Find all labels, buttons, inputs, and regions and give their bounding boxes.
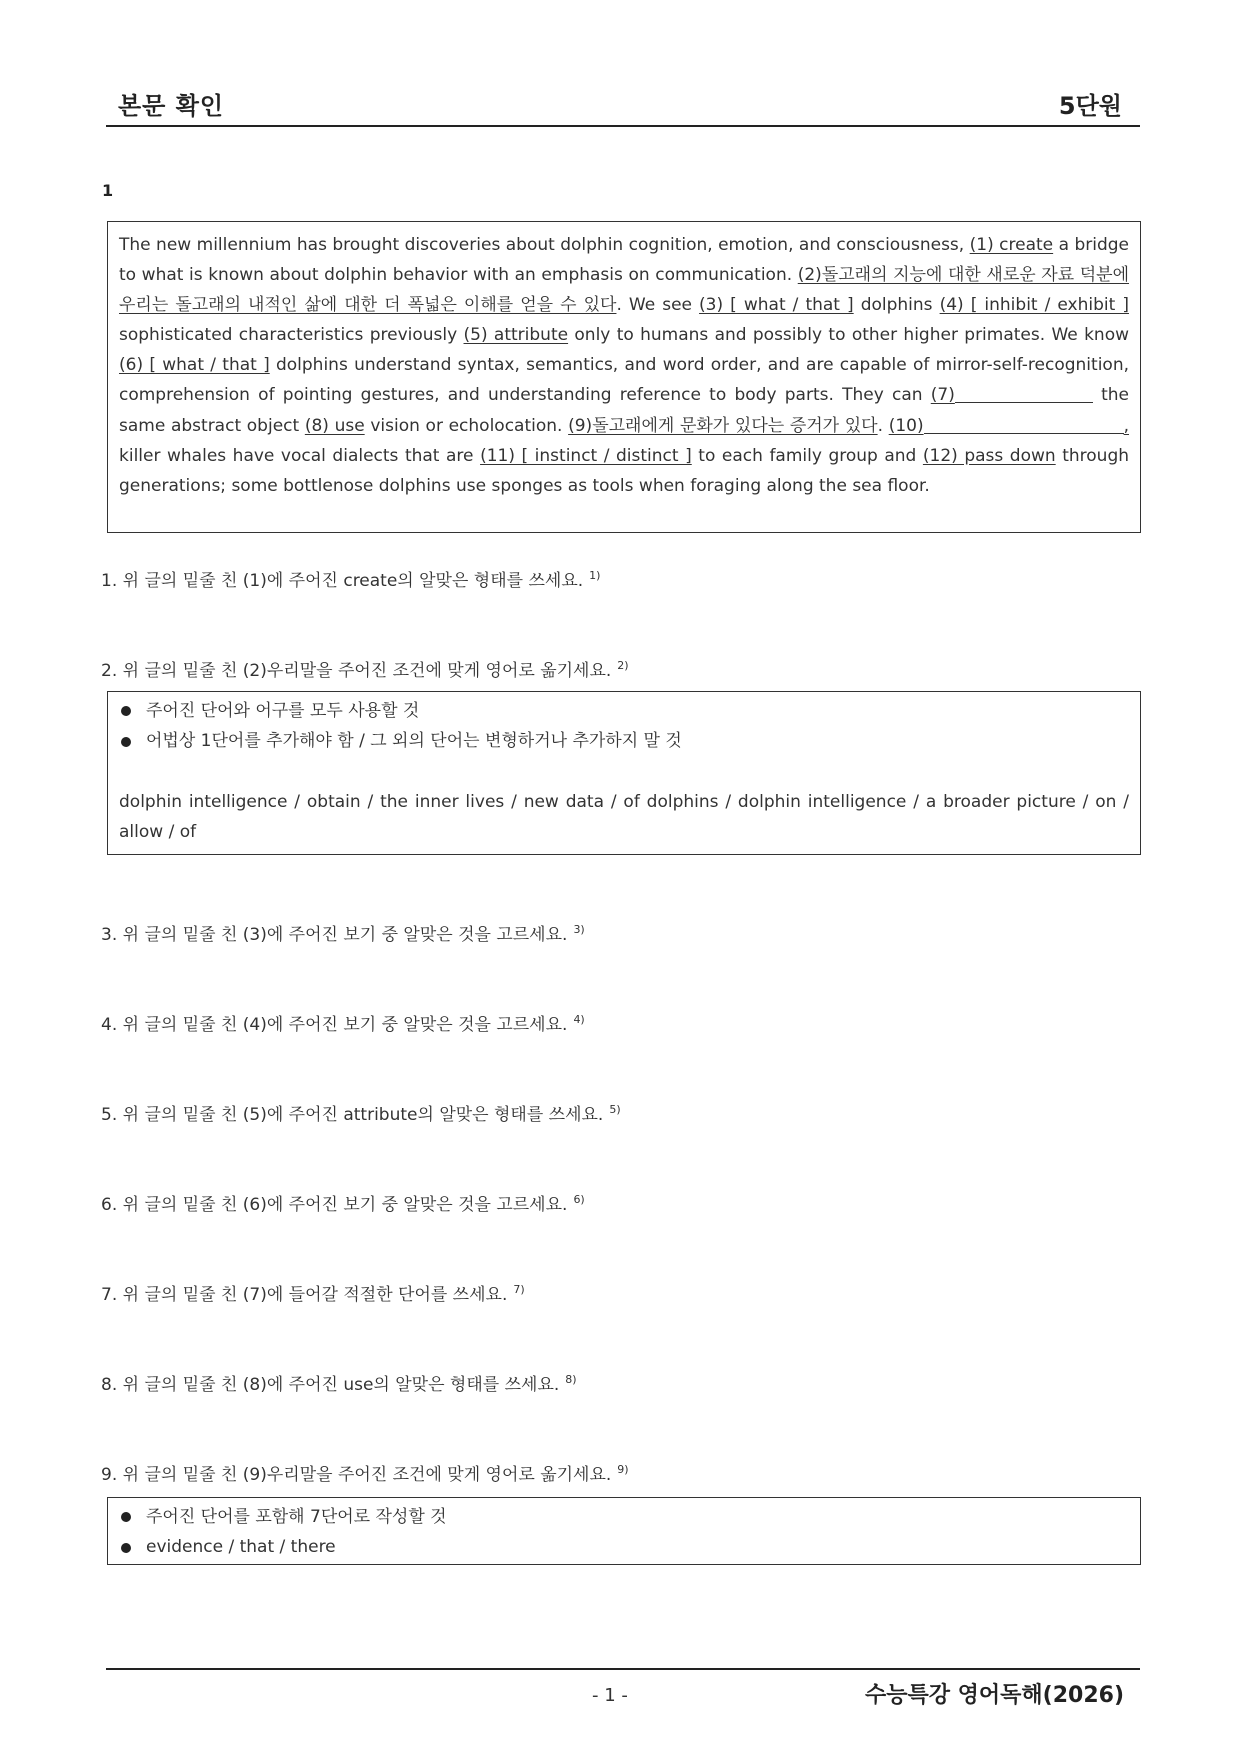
question-4 (101, 1010, 585, 1035)
footnote-ref: 6) (573, 1193, 585, 1207)
condition-box-2 (107, 691, 1141, 855)
bullet-icon (121, 737, 131, 747)
blank-7-label: (7) (930, 385, 955, 406)
blank-10-comma: , (1123, 415, 1129, 436)
underline-4: (4) [ inhibit / exhibit ] (939, 295, 1129, 316)
unit-label: 5단원 (1058, 92, 1122, 120)
footer-title: 수능특강 영어독해(2026) (864, 1683, 1124, 1708)
question-6 (101, 1190, 585, 1215)
passage-text: through generations; some bottlenose dolphins use sponges as tools when foraging along the sea floor. (119, 445, 1130, 496)
question-text: 6. 위 글의 밑줄 친 (6)에 주어진 보기 중 알맞은 것을 고르세요. (101, 1195, 568, 1215)
passage-text: the same abstract object (119, 385, 1129, 436)
underline-3: (3) [ what / that ] (699, 295, 854, 316)
question-text: 9. 위 글의 밑줄 친 (9)우리말을 주어진 조건에 맞게 영어로 옮기세요. (101, 1465, 612, 1485)
bullet-icon (121, 1543, 131, 1553)
question-text: 7. 위 글의 밑줄 친 (7)에 들어갈 적절한 단어를 쓰세요. (101, 1285, 508, 1305)
underline-5: (5) attribute (463, 325, 569, 346)
condition-item (119, 1502, 1129, 1532)
footer-divider (106, 1668, 1140, 1670)
question-8 (101, 1370, 577, 1395)
footnote-ref: 3) (573, 923, 585, 937)
underline-1: (1) create (969, 235, 1054, 255)
question-1 (101, 566, 600, 591)
condition-box-9 (107, 1497, 1141, 1565)
page-header (106, 70, 1140, 127)
question-text: 3. 위 글의 밑줄 친 (3)에 주어진 보기 중 알맞은 것을 고르세요. (101, 925, 568, 945)
condition-item (119, 696, 1129, 726)
passage-text: dolphins (853, 295, 940, 316)
bullet-icon (121, 706, 131, 716)
blank-10 (924, 413, 1124, 434)
condition-text: evidence / that / there (146, 1537, 336, 1558)
passage-text: . (877, 415, 889, 436)
underline-9: (9)돌고래에게 문화가 있다는 증거가 있다 (568, 415, 878, 436)
footnote-ref: 4) (573, 1013, 585, 1027)
condition-item (119, 1532, 1129, 1562)
footnote-ref: 5) (609, 1103, 621, 1117)
passage-text: The new millennium has brought discoveries about dolphin cognition, emotion, and consciousness, (119, 235, 970, 255)
passage-box (107, 221, 1141, 533)
condition-text: 어법상 1단어를 추가해야 함 / 그 외의 단어는 변형하거나 추가하지 말 것 (146, 731, 682, 752)
question-text: 2. 위 글의 밑줄 친 (2)우리말을 주어진 조건에 맞게 영어로 옮기세요. (101, 661, 612, 681)
page-number: - 1 - (592, 1685, 628, 1706)
page-title: 본문 확인 (118, 92, 225, 120)
underline-12: (12) pass down (922, 445, 1056, 466)
question-text: 5. 위 글의 밑줄 친 (5)에 주어진 attribute의 알맞은 형태를 쓰세요. (101, 1105, 604, 1125)
passage-text: to each family group and (691, 445, 923, 466)
condition-text: 주어진 단어를 포함해 7단어로 작성할 것 (146, 1507, 447, 1527)
blank-7 (955, 382, 1093, 403)
question-3 (101, 920, 585, 945)
passage-text: sophisticated characteristics previously (119, 325, 464, 346)
underline-11: (11) [ instinct / distinct ] (480, 445, 692, 466)
passage-text: . We see (616, 295, 700, 316)
blank-10-label: (10) (888, 415, 924, 436)
underline-6: (6) [ what / that ] (119, 355, 270, 376)
condition-item (119, 726, 1129, 756)
question-7 (101, 1280, 525, 1305)
question-text: 1. 위 글의 밑줄 친 (1)에 주어진 create의 알맞은 형태를 쓰세요. (101, 571, 584, 591)
passage-text: only to humans and possibly to other higher primates. We know (568, 325, 1129, 346)
passage-text: killer whales have vocal dialects that are (119, 445, 481, 466)
passage-text: dolphins understand syntax, semantics, and word order, and are capable of mirror-self-recognition, comprehension of pointing gestures, and understanding reference to body parts. They can (119, 355, 1129, 406)
question-2 (101, 656, 629, 681)
footnote-ref: 9) (617, 1463, 629, 1477)
footnote-ref: 1) (589, 569, 601, 583)
passage-text: vision or echolocation. (364, 415, 569, 436)
footnote-ref: 8) (565, 1373, 577, 1387)
footnote-ref: 7) (513, 1283, 525, 1297)
underline-2: (2)돌고래의 지능에 대한 새로운 자료 덕분에 우리는 돌고래의 내적인 삶에 대한 더 폭넓은 이해를 얻을 수 있다 (119, 265, 1130, 316)
underline-8: (8) use (304, 415, 365, 436)
question-text: 4. 위 글의 밑줄 친 (4)에 주어진 보기 중 알맞은 것을 고르세요. (101, 1015, 568, 1035)
footnote-ref: 2) (617, 659, 629, 673)
question-number: 1 (102, 181, 114, 200)
word-list: dolphin intelligence / obtain / the inner lives / new data / of dolphins / dolphin intelligence / a broader picture / on / allow / of (119, 791, 1129, 843)
condition-text: 주어진 단어와 어구를 모두 사용할 것 (146, 701, 420, 721)
question-9 (101, 1460, 629, 1485)
passage-text: a bridge to what is known about dolphin behavior with an emphasis on communication. (119, 235, 1129, 286)
question-text: 8. 위 글의 밑줄 친 (8)에 주어진 use의 알맞은 형태를 쓰세요. (101, 1375, 560, 1395)
question-5 (101, 1100, 621, 1125)
bullet-icon (121, 1512, 131, 1522)
